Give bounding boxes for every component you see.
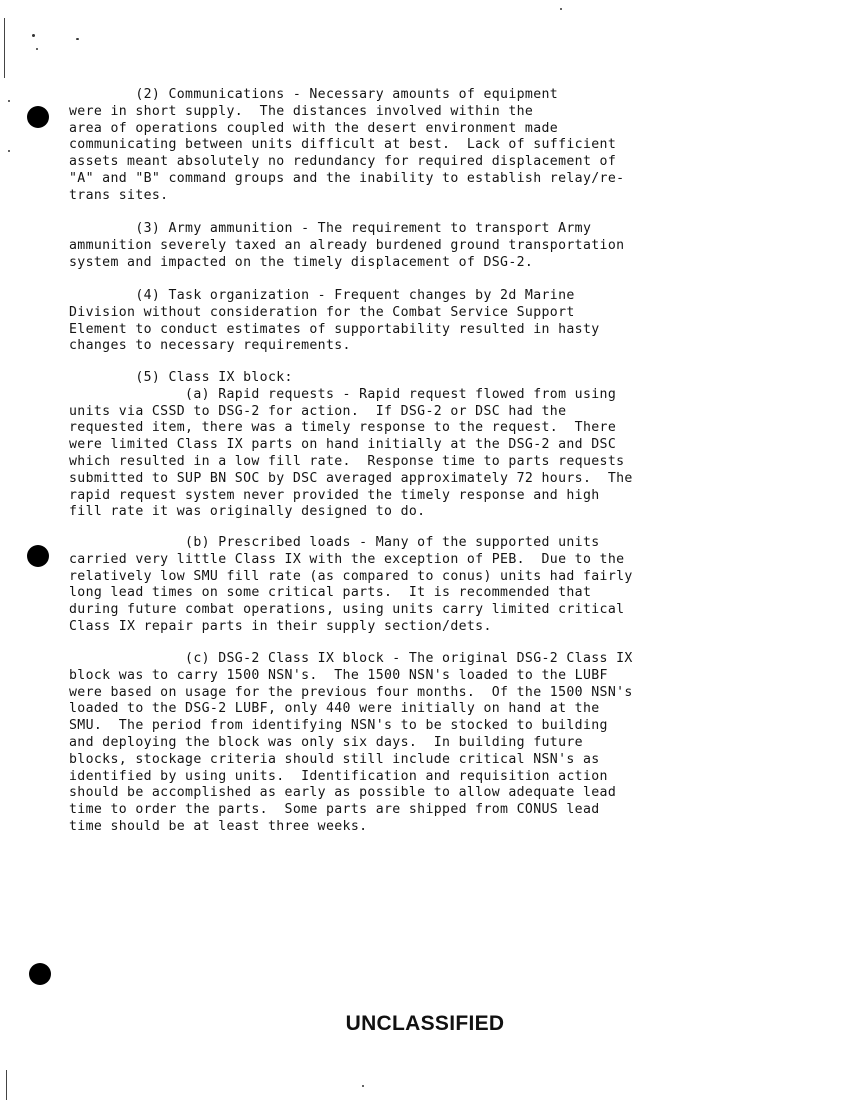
text-line: (b) Prescribed loads - Many of the supported units	[69, 535, 600, 550]
punch-hole	[29, 963, 51, 985]
text-line: SMU. The period from identifying NSN's to be stocked to building	[69, 718, 608, 734]
text-line: should be accomplished as early as possible to allow adequate lead	[69, 785, 617, 801]
text-line: and deploying the block was only six days. In building future	[69, 734, 583, 750]
text-line: (3) Army ammunition - The requirement to transport Army	[69, 221, 592, 236]
text-line: long lead times on some critical parts. It is recommended that	[69, 585, 592, 601]
text-line: blocks, stockage criteria should still include critical NSN's as	[69, 751, 600, 767]
paragraph-dsg2-block	[69, 651, 633, 836]
text-line: changes to necessary requirements.	[69, 338, 351, 354]
text-line: (4) Task organization - Frequent changes by 2d Marine	[69, 288, 575, 303]
text-line: carried very little Class IX with the exception of PEB. Due to the	[69, 551, 625, 567]
text-line: which resulted in a low fill rate. Response time to parts requests	[69, 453, 625, 469]
text-line: units via CSSD to DSG-2 for action. If DSG-2 or DSC had the	[69, 403, 567, 419]
punch-hole	[27, 106, 49, 128]
scan-speck	[32, 34, 35, 37]
text-line: area of operations coupled with the desert environment made	[69, 120, 559, 136]
scan-edge-line	[4, 18, 5, 78]
scan-speck	[8, 150, 10, 152]
text-line: Division without consideration for the Combat Service Support	[69, 304, 575, 320]
text-line: loaded to the DSG-2 LUBF, only 440 were initially on hand at the	[69, 701, 600, 717]
text-line: "A" and "B" command groups and the inability to establish relay/re-	[69, 170, 625, 186]
scan-speck	[560, 8, 562, 10]
scan-speck	[8, 100, 10, 102]
paragraph-communications	[69, 87, 624, 205]
text-line: assets meant absolutely no redundancy for required displacement of	[69, 154, 617, 170]
text-line: during future combat operations, using units carry limited critical	[69, 602, 625, 618]
paragraph-task-organization	[69, 288, 600, 355]
text-line: fill rate it was originally designed to do.	[69, 504, 426, 520]
text-line: Class IX repair parts in their supply section/dets.	[69, 618, 492, 634]
punch-hole	[27, 545, 49, 567]
text-line: Element to conduct estimates of supportability resulted in hasty	[69, 321, 600, 337]
text-line: trans sites.	[69, 187, 169, 203]
text-line: relatively low SMU fill rate (as compared to conus) units had fairly	[69, 568, 633, 584]
text-line: (5) Class IX block:	[69, 370, 293, 385]
text-line: ammunition severely taxed an already burdened ground transportation	[69, 237, 625, 253]
scan-speck	[36, 48, 38, 50]
text-line: were based on usage for the previous four months. Of the 1500 NSN's	[69, 684, 633, 700]
text-line: communicating between units difficult at best. Lack of sufficient	[69, 137, 617, 153]
text-line: (2) Communications - Necessary amounts of equipment	[69, 87, 559, 102]
text-line: time to order the parts. Some parts are shipped from CONUS lead	[69, 802, 600, 818]
paragraph-army-ammunition	[69, 221, 624, 271]
text-line: were in short supply. The distances involved within the	[69, 103, 534, 119]
text-line: (a) Rapid requests - Rapid request flowed from using	[69, 386, 617, 402]
text-line: were limited Class IX parts on hand initially at the DSG-2 and DSC	[69, 437, 617, 453]
classification-footer: UNCLASSIFIED	[345, 1012, 505, 1035]
text-line: system and impacted on the timely displacement of DSG-2.	[69, 254, 534, 270]
text-line: submitted to SUP BN SOC by DSC averaged approximately 72 hours. The	[69, 470, 633, 486]
text-line: requested item, there was a timely response to the request. There	[69, 420, 617, 436]
scan-speck	[362, 1085, 364, 1087]
scan-speck	[76, 38, 79, 40]
text-line: identified by using units. Identification and requisition action	[69, 768, 608, 784]
text-line: rapid request system never provided the timely response and high	[69, 487, 600, 503]
text-line: time should be at least three weeks.	[69, 818, 368, 834]
scan-edge-line	[6, 1070, 7, 1100]
text-line: block was to carry 1500 NSN's. The 1500 NSN's loaded to the LUBF	[69, 667, 608, 683]
text-line: (c) DSG-2 Class IX block - The original DSG-2 Class IX	[69, 651, 633, 666]
paragraph-prescribed-loads	[69, 535, 633, 636]
paragraph-rapid-requests	[69, 370, 633, 521]
